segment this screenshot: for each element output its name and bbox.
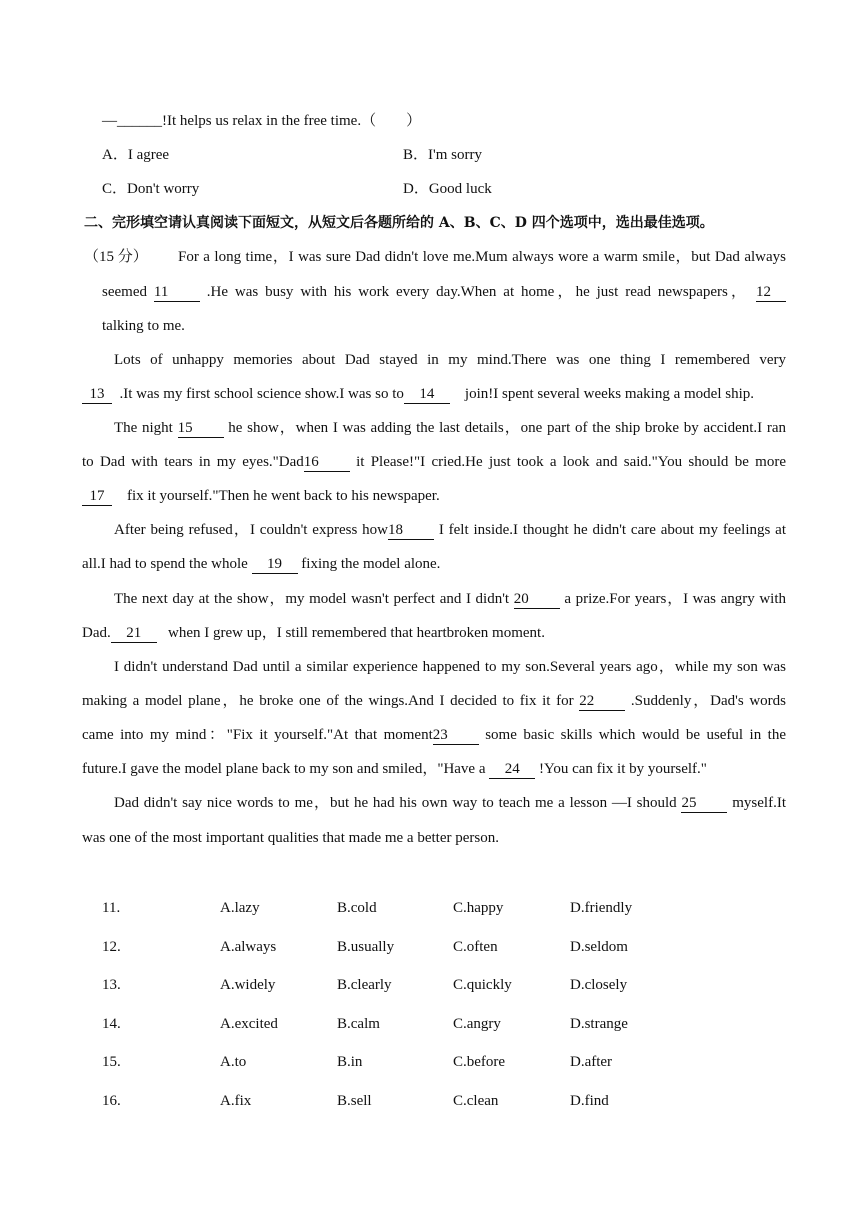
q10-stem [102,111,421,131]
question-number: 13. [102,977,121,994]
section-heading: 二、完形填空请认真阅读下面短文，从短文后各题所给的 A、B、C、D 四个选项中，选出最佳选项。 [84,215,714,231]
passage-line: making a model plane，he broke one of the wings.And I decided to fix it for 22 .Suddenly，Dad's words [82,693,786,709]
option-c: C.before [453,1054,506,1071]
blank-17: 17 [82,488,112,506]
blank-24: 24 [489,761,535,779]
option-a: A.fix [220,1093,252,1109]
option-a: A.lazy [220,900,260,916]
passage-line: 13 .It was my first school science show.I was so to 14 join!I spent several weeks making a model ship. [82,384,754,404]
question-number: 16. [102,1093,121,1109]
option-b: B.calm [337,1015,380,1032]
q10-option-d: D．Good luck [403,181,492,197]
option-a: A.to [220,1054,247,1071]
passage-line: The night 15 he show，when I was adding the last details，one part of the ship broke by accident.I ran [114,420,787,436]
blank-20: 20 [514,591,560,609]
passage-line: came into my mind："Fix it yourself."At that moment23 some basic skills which would be useful in the [82,727,787,743]
q10-option-b: B．I'm sorry [403,147,482,163]
option-b: B.sell [337,1093,372,1109]
q10-dash: — [102,113,117,129]
option-d: D.find [570,1093,609,1109]
passage-line: I didn't understand Dad until a similar experience happened to my son.Several years ago，while my son was [114,659,786,675]
passage-line: 17 fix it yourself."Then he went back to his newspaper. [82,486,440,506]
question-number: 11. [102,900,121,916]
blank-16: 16 [304,454,350,472]
blank-11: 11 [154,284,200,302]
passage-line: to Dad with tears in my eyes."Dad16 it Please!"I cried.He just took a look and said."You should be more [82,454,786,470]
option-c: C.quickly [453,977,512,994]
passage-line: Dad. 21 when I grew up，I still remembered that heartbroken moment. [82,625,545,641]
option-c: C.angry [453,1015,501,1032]
passage-line: The next day at the show，my model wasn't perfect and I didn't 20 a prize.For years，I was angry with [114,591,787,607]
q10-text: !It helps us relax in the free time.（ ） [162,113,422,129]
blank-15: 15 [178,420,224,438]
blank-25: 25 [681,795,727,813]
blank-12: 12 [756,284,786,302]
passage-line: For a long time，I was sure Dad didn't love me.Mum always wore a warm smile，but Dad always [178,249,786,265]
option-a: A.widely [220,977,276,994]
option-d: D.closely [570,977,628,994]
option-b: B.cold [337,900,377,916]
option-c: C.often [453,938,498,955]
option-b: B.in [337,1054,363,1071]
q10-blank: ______ [117,113,162,129]
passage-line: seemed 11 .He was busy with his work every day.When at home，he just read newspapers， 12 [102,282,786,302]
blank-18: 18 [388,522,434,540]
option-b: B.usually [337,938,395,955]
blank-22: 22 [579,693,625,711]
option-a: A.always [220,938,277,955]
option-d: D.seldom [570,938,628,955]
blank-23: 23 [433,727,479,745]
passage-line: Dad didn't say nice words to me，but he had his own way to teach me a lesson —I should 25 myself.It [114,795,787,811]
passage-line: talking to me. [102,318,185,334]
score-label: （15 分） [84,249,148,265]
q10-option-c: C．Don't worry [102,181,200,197]
option-a: A.excited [220,1015,278,1032]
option-c: C.clean [453,1093,499,1109]
passage-line: all.I had to spend the whole 19 fixing the model alone. [82,556,441,572]
blank-19: 19 [252,556,298,574]
q10-option-a: A．I agree [102,147,170,163]
option-d: D.after [570,1054,613,1071]
blank-14: 14 [404,386,450,404]
option-d: D.strange [570,1015,628,1032]
question-number: 14. [102,1015,121,1032]
passage-line: future.I gave the model plane back to my son and smiled，"Have a 24 !You can fix it by yourself." [82,761,707,777]
passage-line: After being refused，I couldn't express how18 I felt inside.I thought he didn't care about my feelings at [114,522,787,538]
blank-13: 13 [82,386,112,404]
option-b: B.clearly [337,977,392,994]
blank-21: 21 [111,625,157,643]
question-number: 15. [102,1054,121,1071]
passage-line: Lots of unhappy memories about Dad stayed in my mind.There was one thing I remembered very [114,352,786,368]
option-d: D.friendly [570,900,633,916]
question-number: 12. [102,938,121,955]
passage-line: was one of the most important qualities that made me a better person. [82,830,499,846]
option-c: C.happy [453,900,504,916]
